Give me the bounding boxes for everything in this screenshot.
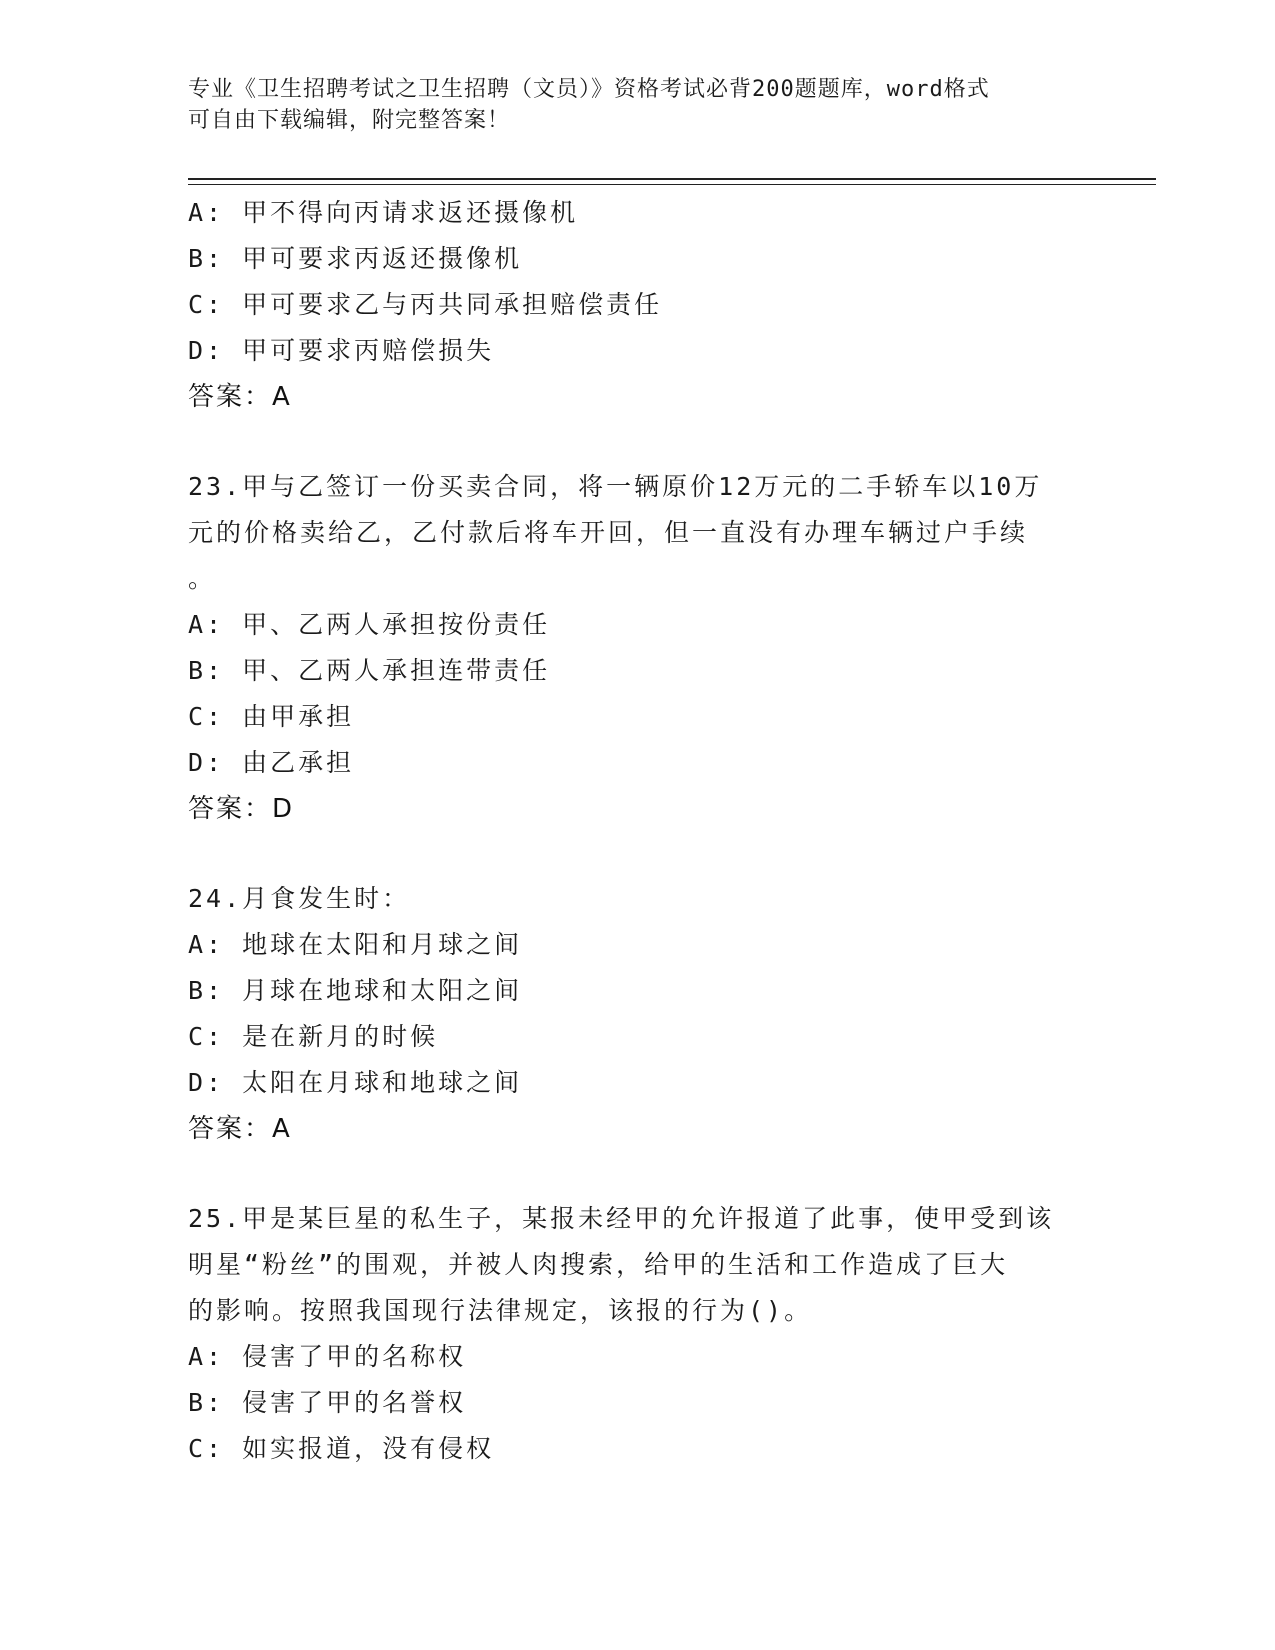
question-stem-line: 。	[188, 564, 217, 593]
question-stem-line: 的影响。按照我国现行法律规定，该报的行为()。	[188, 1296, 813, 1325]
header-divider-thin	[188, 184, 1156, 185]
header-divider-thick	[188, 178, 1156, 180]
spacer	[188, 1152, 1088, 1196]
spacer	[188, 420, 1088, 464]
answer-line: 答案：A	[188, 1114, 292, 1144]
option-c: C: 甲可要求乙与丙共同承担赔偿责任	[188, 290, 663, 319]
option-c: C: 如实报道，没有侵权	[188, 1434, 495, 1463]
question-list	[188, 190, 1088, 1472]
question-stem-line: 25.甲是某巨星的私生子，某报未经甲的允许报道了此事，使甲受到该	[188, 1204, 1055, 1233]
question-22	[188, 190, 1088, 420]
option-a: A: 地球在太阳和月球之间	[188, 930, 523, 959]
header-line-1: 专业《卫生招聘考试之卫生招聘（文员）》资格考试必背200题题库，word格式	[188, 77, 990, 102]
question-25	[188, 1196, 1088, 1472]
option-d: D: 太阳在月球和地球之间	[188, 1068, 523, 1097]
option-b: B: 甲可要求丙返还摄像机	[188, 244, 523, 273]
question-23	[188, 464, 1088, 832]
header-line-2: 可自由下载编辑，附完整答案！	[188, 108, 511, 133]
option-b: B: 侵害了甲的名誉权	[188, 1388, 467, 1417]
question-stem-line: 明星“粉丝”的围观，并被人肉搜索，给甲的生活和工作造成了巨大	[188, 1250, 1009, 1279]
answer-line: 答案：D	[188, 794, 295, 824]
question-stem-line: 23.甲与乙签订一份买卖合同，将一辆原价12万元的二手轿车以10万	[188, 472, 1043, 501]
option-d: D: 甲可要求丙赔偿损失	[188, 336, 495, 365]
option-a: A: 甲不得向丙请求返还摄像机	[188, 198, 579, 227]
question-stem-line: 元的价格卖给乙，乙付款后将车开回，但一直没有办理车辆过户手续	[188, 518, 1029, 547]
option-c: C: 是在新月的时候	[188, 1022, 439, 1051]
spacer	[188, 832, 1088, 876]
option-d: D: 由乙承担	[188, 748, 355, 777]
option-a: A: 甲、乙两人承担按份责任	[188, 610, 551, 639]
question-stem-line: 24.月食发生时：	[188, 884, 411, 913]
option-b: B: 甲、乙两人承担连带责任	[188, 656, 551, 685]
option-a: A: 侵害了甲的名称权	[188, 1342, 467, 1371]
option-c: C: 由甲承担	[188, 702, 355, 731]
answer-line: 答案：A	[188, 382, 292, 412]
option-b: B: 月球在地球和太阳之间	[188, 976, 523, 1005]
question-24	[188, 876, 1088, 1152]
document-header	[188, 74, 1088, 136]
